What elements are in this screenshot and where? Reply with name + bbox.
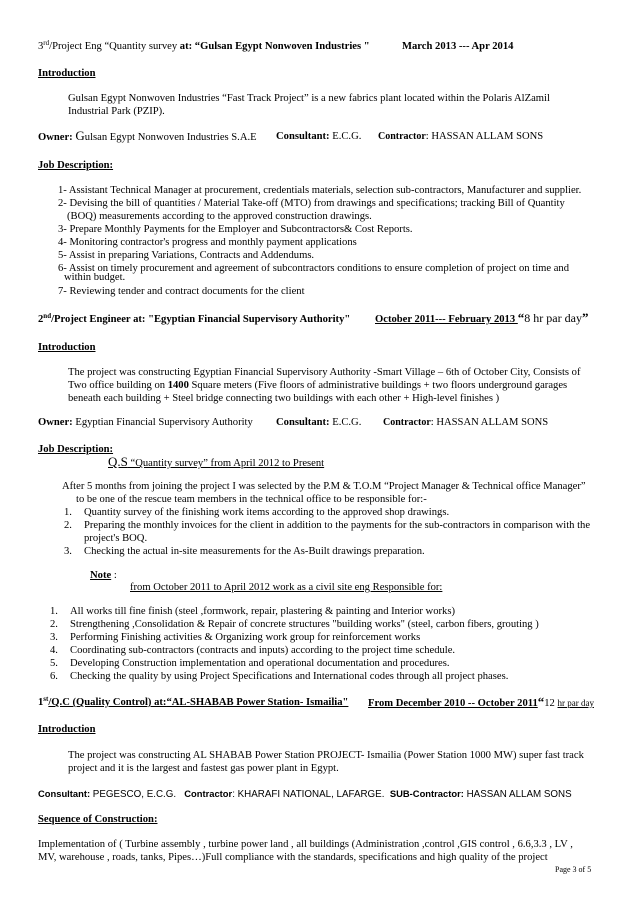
item-text: project's BOQ. — [84, 533, 148, 544]
site-item — [50, 658, 450, 671]
qs-item — [64, 546, 425, 559]
intro-line — [68, 380, 567, 393]
qs-item — [64, 520, 590, 533]
intro-line: project and it is the largest and fastest gas power plant in Egypt. — [68, 763, 339, 774]
intro-text: Two office building on — [68, 380, 168, 391]
item-text: Performing Finishing activities & Organizing work group for reinforcement works — [70, 632, 421, 643]
heading-ordinal: 2 — [38, 314, 44, 325]
heading-project: “AL-SHABAB Power Station- Ismailia" — [166, 697, 349, 708]
item-number: 5. — [50, 658, 58, 669]
section-heading-3 — [38, 697, 348, 710]
job-line: 3- Prepare Monthly Payments for the Employer and Subcontractors& Cost Reports. — [58, 224, 413, 235]
consultant-row-1 — [276, 131, 361, 144]
item-text: Coordinating sub-contractors (contracts and inputs) according to the project time schedule. — [70, 645, 456, 656]
qs-heading — [108, 456, 324, 471]
item-number: 1. — [50, 606, 58, 617]
consultant-value: E.C.G. — [332, 131, 362, 142]
note-text: from October 2011 to April 2012 work as a civil site eng Responsible for: — [130, 582, 443, 593]
qs-title: Q.S — [108, 454, 128, 469]
consultant-value: PEGESCO, E.C.G. — [90, 789, 177, 800]
subcontractor-value: HASSAN ALLAM SONS — [463, 789, 572, 800]
site-item — [50, 606, 455, 619]
note-label — [90, 570, 117, 583]
contractor-row-2 — [383, 417, 548, 430]
hours-per-day: 8 hr par day — [524, 311, 582, 325]
quote-open: “ — [537, 694, 545, 709]
item-text: Preparing the monthly invoices for the client in addition to the payments for the sub-contractors in comparison with the — [84, 520, 591, 531]
item-number: 4. — [50, 645, 58, 656]
intro-title-3: Introduction — [38, 724, 96, 735]
consultant-row-2 — [276, 417, 361, 430]
consultant-label: Consultant: — [276, 417, 330, 428]
section-heading-1 — [38, 41, 370, 54]
heading-ordinal-suffix: rd — [43, 39, 50, 47]
section-heading-2 — [38, 314, 350, 327]
intro-line: beneath each building + Steel bridge connecting two buildings with each other + High-level finishes ) — [68, 393, 500, 404]
job-line: 4- Monitoring contractor's progress and monthly payment applications — [58, 237, 357, 248]
owner-row-1 — [38, 130, 257, 145]
item-text: Checking the quality by using Project Specifications and International codes through all project phases. — [70, 671, 509, 682]
owner-label: Owner: — [38, 132, 73, 143]
job-line: 1- Assistant Technical Manager at procurement, credentials materials, selection sub-contractors, Manufacturer and supplier. — [58, 185, 582, 196]
note-title: Note — [90, 570, 112, 581]
job-line: 6- Assist on timely procurement and agreement of subcontractors conditions to ensure completion of project on time and — [58, 263, 570, 274]
item-text: All works till fine finish (steel ,formwork, repair, plastering & painting and Interior works) — [70, 606, 455, 617]
item-number: 3. — [50, 632, 58, 643]
subcontractor-label: SUB-Contractor: — [389, 788, 464, 799]
contractor-label: Contractor — [378, 131, 426, 142]
intro-title-2: Introduction — [38, 342, 96, 353]
item-text: Developing Construction implementation and operational documentation and procedures. — [70, 658, 450, 669]
quote-open: “ — [517, 310, 525, 325]
item-number: 2. — [64, 520, 72, 531]
quote-close: ” — [581, 310, 589, 325]
owner-label: Owner: — [38, 417, 73, 428]
job-title-2: Job Description: — [38, 444, 114, 455]
site-item — [50, 645, 455, 658]
sequence-line: Implementation of ( Turbine assembly , turbine power land , all buildings (Administration ,control ,GIS control , 6.6,3.3 , LV , — [38, 839, 573, 850]
date-range: October 2011--- February 2013 — [375, 314, 518, 325]
item-text: Strengthening ,Consolidation & Repair of concrete structures "building works" (steel, carbon fibers, grouting ) — [70, 619, 539, 630]
intro-title-1: Introduction — [38, 68, 96, 79]
heading-ordinal-suffix: nd — [43, 312, 52, 320]
consultant-label: Consultant: — [276, 131, 330, 142]
heading-project: /Project Engineer at: "Egyptian Financial Supervisory Authority" — [51, 314, 351, 325]
section-date-2 — [375, 312, 588, 327]
item-number: 1. — [64, 507, 72, 518]
contractor-row-1 — [378, 131, 543, 144]
job-line: (BOQ) measurements according to the approved construction drawings. — [67, 211, 372, 222]
job-line: within budget. — [64, 272, 126, 283]
heading-project: at: “Gulsan Egypt Nonwoven Industries " — [179, 41, 370, 52]
section-date-3 — [368, 696, 594, 711]
job-title-1: Job Description: — [38, 160, 114, 171]
job-line: 5- Assist in preparing Variations, Contracts and Addendums. — [58, 250, 315, 261]
consultant-label: Consultant: — [38, 788, 91, 799]
hours-number: 12 — [544, 698, 558, 709]
heading-ordinal: 3 — [38, 41, 44, 52]
section-date-1: March 2013 --- Apr 2014 — [402, 41, 514, 52]
job-line: 7- Reviewing tender and contract documents for the client — [58, 286, 305, 297]
qs-item — [64, 507, 449, 520]
item-number: 2. — [50, 619, 58, 630]
qs-period: “Quantity survey” from April 2012 to Present — [127, 458, 325, 469]
intro-line: The project was constructing Egyptian Financial Supervisory Authority -Smart Village – 6th of October City, Consists of — [68, 367, 581, 378]
sequence-title: Sequence of Construction: — [38, 814, 158, 825]
owner-value: ulsan Egypt Nonwoven Industries S.A.E — [84, 132, 257, 143]
intro-line: The project was constructing AL SHABAB Power Station PROJECT- Ismailia (Power Station 1000 MW) super fast track — [68, 750, 584, 761]
date-range: From December 2010 -- October 2011 — [368, 698, 538, 709]
item-text: Checking the actual in-site measurements for the As-Built drawings preparation. — [84, 546, 425, 557]
heading-ordinal: 1 — [38, 697, 44, 708]
qs-item — [64, 533, 147, 546]
item-text: Quantity survey of the finishing work items according to the approved shop drawings. — [84, 507, 450, 518]
item-number: 6. — [50, 671, 58, 682]
owner-row-2 — [38, 417, 253, 430]
after-line: to be one of the rescue team members in the technical office to be responsible for:- — [76, 494, 427, 505]
owner-initial: G — [75, 128, 85, 143]
after-line: After 5 months from joining the project I was selected by the P.M & T.O.M “Project Manager & Technical office Manager” — [62, 481, 586, 492]
intro-text: Square meters (Five floors of administrative buildings + two floors underground garages — [188, 380, 568, 391]
site-item — [50, 671, 508, 684]
area-value: 1400 — [167, 380, 189, 391]
contractor-value: : HASSAN ALLAM SONS — [430, 417, 549, 428]
parties-row-3 — [38, 788, 572, 802]
contractor-value: : HASSAN ALLAM SONS — [425, 131, 544, 142]
page-number: Page 3 of 5 — [555, 865, 592, 874]
contractor-label: Contractor — [184, 788, 233, 799]
heading-role: /Q.C (Quality Control) at: — [48, 697, 167, 708]
item-number: 3. — [64, 546, 72, 557]
heading-ordinal-suffix: st — [43, 695, 49, 703]
contractor-label: Contractor — [383, 417, 431, 428]
owner-value: Egyptian Financial Supervisory Authority — [72, 417, 253, 428]
contractor-value: : KHARAFI NATIONAL, LAFARGE. — [232, 789, 385, 800]
job-line: 2- Devising the bill of quantities / Material Take-off (MTO) from drawings and specifications; tracking Bill of Quantity — [58, 198, 565, 209]
intro-line: Gulsan Egypt Nonwoven Industries “Fast Track Project” is a new fabrics plant located within the Polaris AlZamil — [68, 93, 550, 104]
sequence-line: MV, warehouse , roads, tanks, Pipes…)Full compliance with the standards, specifications and high quality of the project — [38, 852, 548, 863]
heading-role: /Project Eng “Quantity survey — [49, 41, 180, 52]
note-colon: : — [111, 570, 117, 581]
site-item — [50, 632, 420, 645]
intro-line: Industrial Park (PZIP). — [68, 106, 165, 117]
site-item — [50, 619, 539, 632]
consultant-value: E.C.G. — [329, 417, 362, 428]
hours-per-day: hr par day — [557, 698, 594, 708]
